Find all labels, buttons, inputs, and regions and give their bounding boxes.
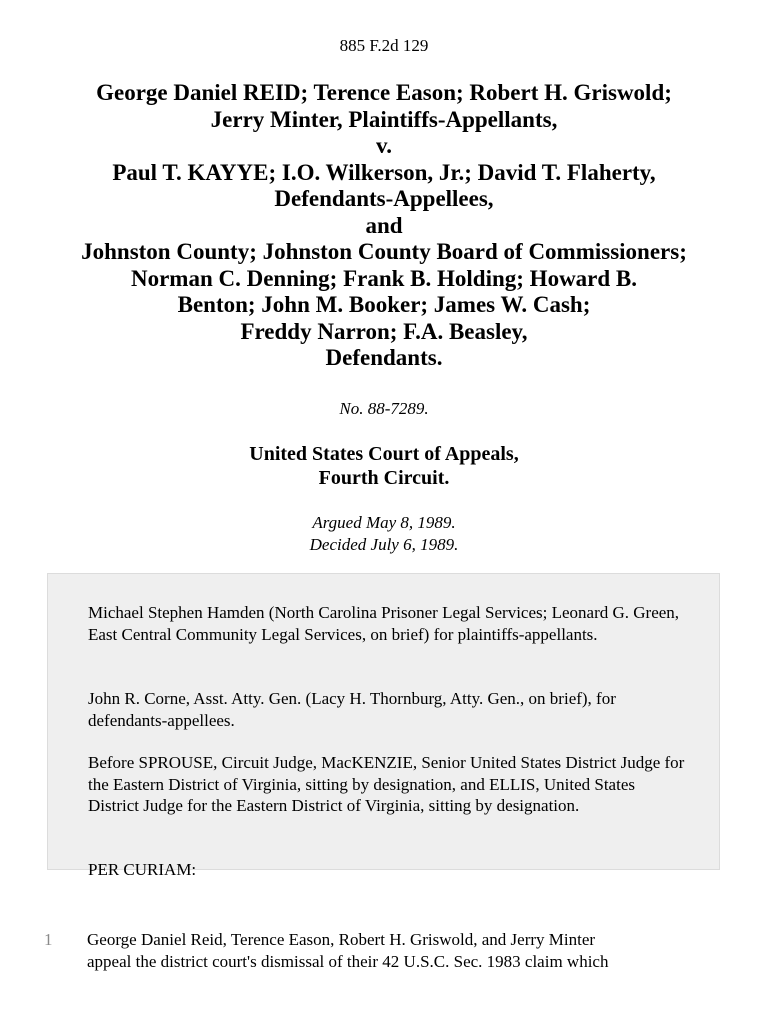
caption-line: Benton; John M. Booker; James W. Cash;: [177, 292, 591, 317]
counsel-panel: [47, 573, 720, 879]
decided-date: Decided July 6, 1989.: [309, 535, 459, 554]
case-caption: [20, 80, 748, 372]
court-line: United States Court of Appeals,: [249, 443, 519, 465]
paragraph-text: [87, 929, 727, 973]
caption-line: Jerry Minter, Plaintiffs-Appellants,: [210, 106, 558, 132]
counsel-appellants: Michael Stephen Hamden (North Carolina Prisoner Legal Services; Leonard G. Green, East Central Community Legal Services, on brief) for plaintiffs-appellants.: [88, 603, 680, 644]
caption-line: Norman C. Denning; Frank B. Holding; Howard B.: [130, 265, 638, 291]
caption-line: Defendants.: [325, 345, 443, 370]
caption-line: Johnston County; Johnston County Board of Commissioners;: [81, 239, 687, 264]
caption-line: George Daniel REID; Terence Eason; Robert H. Griswold;: [96, 80, 672, 105]
argued-date: Argued May 8, 1989.: [312, 513, 456, 532]
paragraph-line: appeal the district court's dismissal of their 42 U.S.C. Sec. 1983 claim which: [87, 952, 609, 971]
caption-line: Paul T. KAYYE; I.O. Wilkerson, Jr.; David T. Flaherty,: [112, 159, 656, 185]
caption-line: and: [365, 212, 403, 238]
decision-dates: [0, 512, 768, 556]
counsel-appellees: John R. Corne, Asst. Atty. Gen. (Lacy H. Thornburg, Atty. Gen., on brief), for defendants-appellees.: [88, 689, 616, 730]
judges-panel: Before SPROUSE, Circuit Judge, MacKENZIE, Senior United States District Judge for the Eastern District of Virginia, sitting by designation, and ELLIS, United States District Judge for the Eastern District of Virginia, sitting by designation.: [88, 753, 685, 815]
court-circuit: Fourth Circuit.: [318, 467, 450, 489]
per-curiam: PER CURIAM:: [88, 860, 197, 879]
citation: 885 F.2d 129: [339, 36, 429, 55]
court-name: [0, 442, 768, 490]
caption-line: v.: [376, 133, 392, 158]
caption-line: Freddy Narron; F.A. Beasley,: [240, 318, 528, 344]
paragraph-number: 1: [44, 930, 53, 949]
caption-line: Defendants-Appellees,: [274, 186, 494, 211]
paragraph-line: George Daniel Reid, Terence Eason, Robert H. Griswold, and Jerry Minter: [87, 930, 596, 949]
docket-number: No. 88-7289.: [339, 399, 429, 418]
